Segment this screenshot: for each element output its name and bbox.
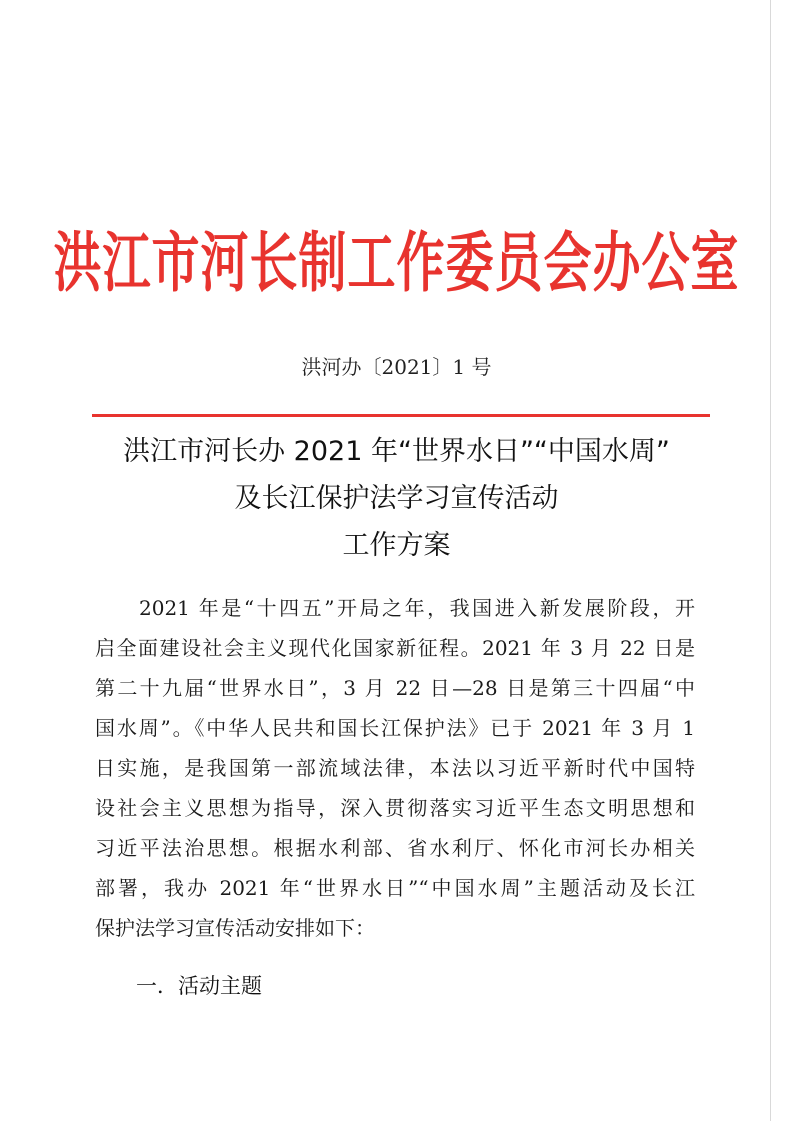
document-number: 洪河办〔2021〕1 号 — [301, 355, 492, 379]
body-line: 部署，我办 2021 年“世界水日”“中国水周”主题活动及长江 — [95, 876, 695, 900]
title-line-3: 工作方案 — [342, 530, 451, 561]
body-line: 日实施，是我国第一部流域法律，本法以习近平新时代中国特 — [95, 756, 695, 780]
section-heading-1: 一．活动主题 — [136, 974, 262, 998]
body-line: 第二十九届“世界水日”，3 月 22 日—28 日是第三十四届“中 — [95, 676, 695, 700]
body-line: 保护法学习宣传活动安排如下： — [95, 916, 375, 940]
title-line-2: 及长江保护法学习宣传活动 — [234, 483, 559, 514]
body-paragraph — [95, 588, 695, 948]
body-line: 设社会主义思想为指导，深入贯彻落实习近平生态文明思想和 — [95, 796, 695, 820]
body-line: 启全面建设社会主义现代化国家新征程。2021 年 3 月 22 日是 — [95, 636, 695, 660]
document-title — [0, 428, 793, 569]
red-divider-line — [92, 414, 710, 417]
letterhead-org-name: 洪江市河长制工作委员会办公室 — [53, 225, 740, 302]
body-line: 2021 年是“十四五”开局之年，我国进入新发展阶段，开 — [139, 596, 695, 620]
body-line: 习近平法治思想。根据水利部、省水利厅、怀化市河长办相关 — [95, 836, 695, 860]
body-line: 国水周”。《中华人民共和国长江保护法》已于 2021 年 3 月 1 — [95, 716, 695, 740]
title-line-1: 洪江市河长办 2021 年“世界水日”“中国水周” — [123, 436, 670, 467]
